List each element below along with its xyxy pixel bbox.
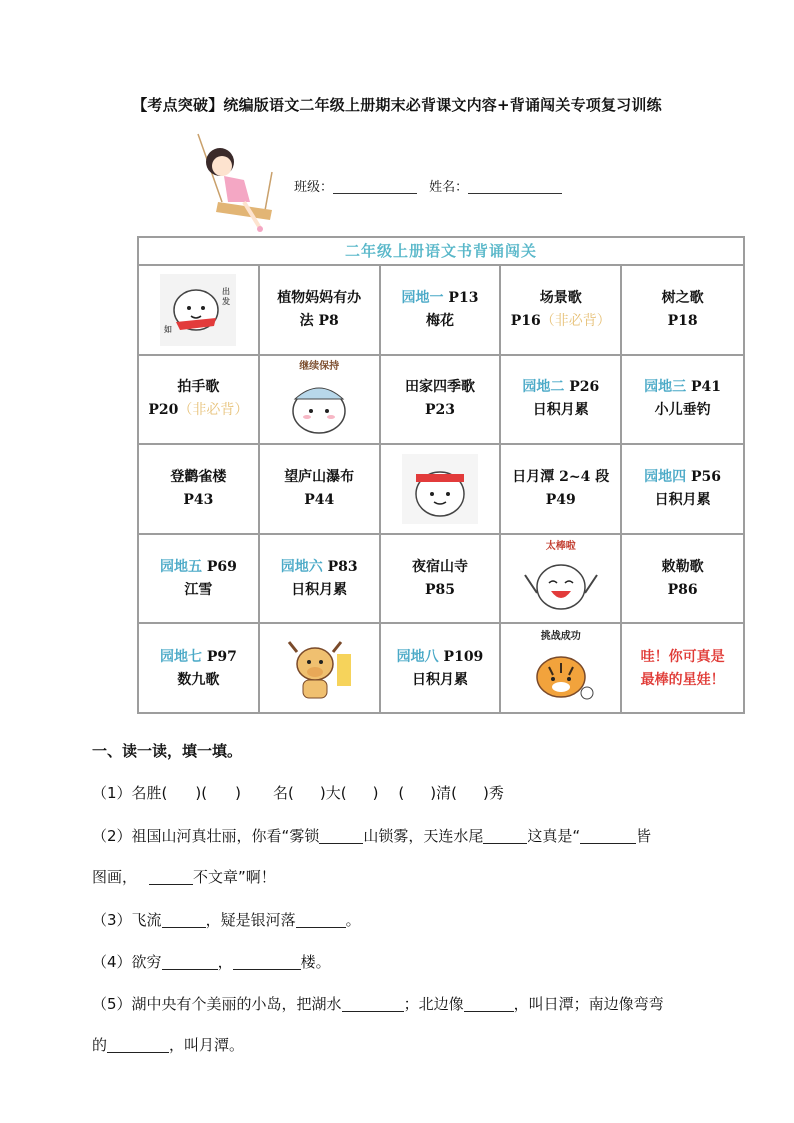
name-blank[interactable] [468,179,562,194]
cell-stork-tower: 登鹳雀楼 P43 [139,445,260,535]
document-title: 【考点突破】统编版语文二年级上册期末必背课文内容+背诵闯关专项复习训练 [132,96,662,114]
cell-farm-seasons: 田家四季歌 P23 [381,356,502,446]
q2-blank-4[interactable] [149,868,193,885]
laughing-bun-sticker [521,553,601,617]
class-blank[interactable] [333,179,417,194]
question-4: （4）欲穷 ， 楼。 [92,953,331,971]
section-heading: 一、读一读，填一填。 [92,742,243,760]
cell-garden-6: 园地六 P83 日积月累 [260,535,381,625]
cell-garden-2: 园地二 P26 日积月累 [501,356,622,446]
q5-blank-2[interactable] [464,995,514,1012]
q3-blank-1[interactable] [162,911,206,928]
sticker-keep-going-label: 继续保持 [299,361,340,373]
sticker-go-go-cell [139,266,260,356]
sticker-great-cell [501,535,622,625]
q2-blank-1[interactable] [319,827,363,844]
recitation-board [137,236,745,714]
q5-blank-3[interactable] [107,1036,169,1053]
svg-text:发: 发 [222,295,231,306]
cell-mountain-temple: 夜宿山寺 P85 [381,535,502,625]
cell-lushan-waterfall: 望庐山瀑布 P44 [260,445,381,535]
cell-garden-1: 园地一 P13 梅花 [381,266,502,356]
cell-tree-song: 树之歌 P18 [622,266,743,356]
sticker-great-label: 太棒啦 [545,540,576,552]
question-1: （1）名胜( )( ) 名( )大( ) ( )清( )秀 [92,784,504,802]
board-grid [139,266,743,714]
cell-chile-song: 敕勒歌 P86 [622,535,743,625]
question-5-line-1: （5）湖中央有个美丽的小岛，把湖水 ；北边像 ，叫日潭；南边像弯弯 [92,995,664,1013]
q2-blank-3[interactable] [580,827,636,844]
cell-garden-3: 园地三 P41 小儿垂钓 [622,356,743,446]
bun-headband-sticker [400,452,480,526]
sticker-headband-cell [381,445,502,535]
q3-blank-2[interactable] [296,911,346,928]
q4-blank-1[interactable] [162,953,218,970]
question-2-line-2: 图画， 不文章”啊！ [92,868,276,886]
sticker-keep-going-cell [260,356,381,446]
cell-scene-song: 场景歌 P16（非必背） [501,266,622,356]
cheering-bun-sticker [158,272,238,348]
tiger-sticker [521,643,601,707]
cell-sun-moon-lake: 日月潭 2~4 段 P49 [501,445,622,535]
cell-garden-4: 园地四 P56 日积月累 [622,445,743,535]
class-name-line [294,176,562,195]
board-title: 二年级上册语文书背诵闯关 [139,238,743,266]
question-2-line-1: （2）祖国山河真壮丽，你看“雾锁 山锁雾，天连水尾 这真是“ 皆 [92,827,652,845]
question-5-line-2: 的 ，叫月潭。 [92,1036,245,1054]
q5-blank-1[interactable] [342,995,404,1012]
sticker-success-label: 挑战成功 [540,631,581,643]
cell-clap-song: 拍手歌 P20（非必背） [139,356,260,446]
sticker-ox-cell [260,624,381,714]
girl-on-swing-illustration [180,132,280,232]
cell-garden-5: 园地五 P69 江雪 [139,535,260,625]
svg-text:如: 如 [164,323,173,334]
name-label: 姓名： [429,180,469,195]
cell-garden-8: 园地八 P109 日积月累 [381,624,502,714]
class-label: 班级： [294,180,334,195]
q4-blank-2[interactable] [233,953,301,970]
cell-plant-mother: 植物妈妈有办 法 P8 [260,266,381,356]
question-3: （3）飞流 ，疑是银河落 。 [92,911,361,929]
cell-garden-7: 园地七 P97 数九歌 [139,624,260,714]
cell-star-kid: 哇！你可真是 最棒的星娃！ [640,649,725,689]
q2-blank-2[interactable] [483,827,527,844]
sticker-success-cell [501,624,622,714]
bun-with-cap-sticker [279,373,359,437]
svg-text:出: 出 [222,285,231,296]
cheering-ox-sticker [279,634,359,704]
